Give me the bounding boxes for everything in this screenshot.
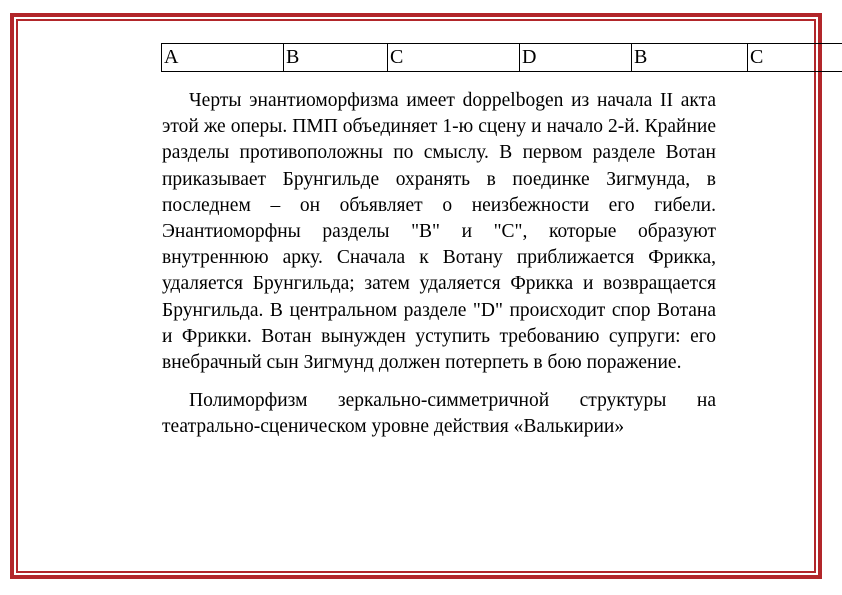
form-cell-a: A <box>162 44 284 72</box>
paragraph-analysis: Черты энантиоморфизма имеет doppelbogen из начала II акта этой же оперы. ПМП объединяет 1-ю сцену и начало 2-й. Крайние разделы противоположны по смыслу. В первом разделе Вотан приказывает Брунгильде охранять в поединке Зигмунда, в последнем – он объявляет о неизбежности его гибели. Энантиоморфны разделы "B" и "C", которые образуют внутреннюю арку. Сначала к Вотану приближается Фрикка, удаляется Брунгильда; затем удаляется Фрикка и возвращается Брунгильда. В центральном разделе "D" происходит спор Вотана и Фрикки. Вотан вынужден уступить требованию супруги: его внебрачный сын Зигмунд должен потерпеть в бою поражение. <box>162 90 716 374</box>
form-cell-b-return: B <box>632 44 748 72</box>
paragraph-heading: Полиморфизм зеркально-симметричной структуры на театрально-сценическом уровне действия «Валькирии» <box>162 390 716 438</box>
table-row <box>162 44 842 72</box>
form-cell-c: C <box>388 44 520 72</box>
form-cell-c-return: C <box>748 44 842 72</box>
form-scheme-table <box>161 43 842 72</box>
body-text <box>162 88 716 441</box>
form-cell-b: B <box>284 44 388 72</box>
form-cell-d: D <box>520 44 632 72</box>
